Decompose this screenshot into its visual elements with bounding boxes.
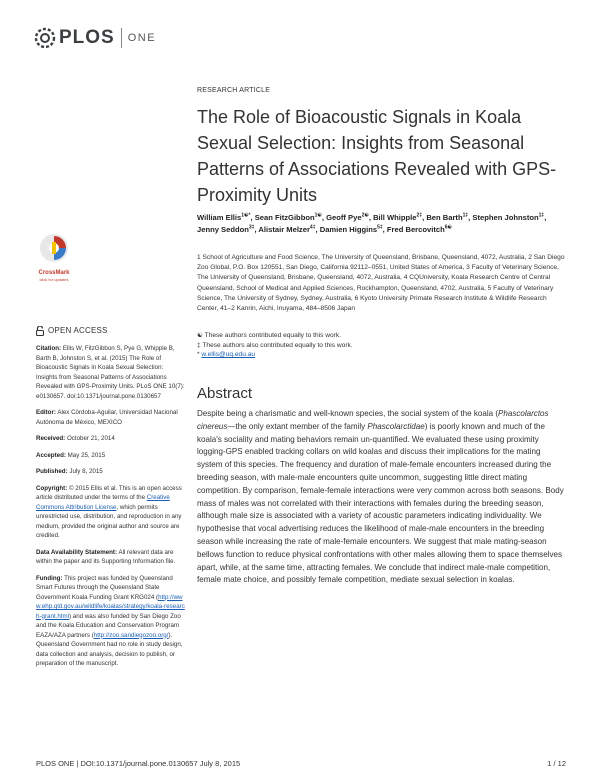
author-name: Geoff Pye: [326, 213, 362, 222]
author-affiliation-marker: 2‡: [416, 212, 423, 219]
accepted: Accepted: May 25, 2015: [36, 451, 106, 459]
email-link[interactable]: w.ellis@uq.edu.au: [201, 351, 256, 358]
author-name: Ben Barth: [426, 213, 463, 222]
footer-citation: PLOS ONE | DOI:10.1371/journal.pone.0130657 July 8, 2015: [36, 759, 241, 768]
data-availability: Data Availability Statement: All relevant data are within the paper and its Supporting Information file.: [36, 548, 176, 565]
note-also: ‡ These authors also contributed equally to this work.: [197, 341, 353, 349]
corresponding-author: * w.ellis@uq.edu.au: [197, 351, 256, 358]
author-list: William Ellis$^{1☯*}$, Sean FitzGibbon$^{1☯}$, Geoff Pye$^{2☯}$, Bill Whipple$^{2\ddagger}$, Ben Barth$^{1\ddagger}$, Stephen Johnston$^{1\ddagger}$, Jenny Seddon$^{3\ddagger}$, Alistair Melzer$^{4\ddagger}$, Damien Higgins$^{5\ddagger}$, Fred Bercovitch$^{6☯}$: [197, 212, 547, 234]
open-lock-icon: [36, 326, 44, 336]
author-affiliation-marker: 1‡: [538, 212, 545, 219]
author-affiliation-marker: 5‡: [377, 223, 383, 230]
author-affiliation-marker: 1☯: [314, 212, 322, 219]
author-name: Fred Bercovitch: [386, 224, 445, 234]
author-notes: [197, 331, 567, 360]
journal-name: ONE: [127, 32, 157, 44]
author-name: Stephen Johnston: [472, 213, 539, 222]
open-access-label: OPEN ACCESS: [48, 326, 108, 336]
crossmark-badge[interactable]: [33, 233, 75, 282]
brand-name: PLOS: [59, 27, 115, 48]
article-title: The Role of Bioacoustic Signals in Koala Sexual Selection: Insights from Seasonal Patterns of Associations Revealed with GPS-Proximity Units: [197, 107, 557, 205]
author-name: Damien Higgins: [319, 224, 378, 234]
citation: Citation: Ellis W, FitzGibbon S, Pye G, Whipple B, Barth B, Johnston S, et al. (2015) The Role of Bioacoustic Signals in Koala Sexual Selection: Insights from Seasonal Patterns of Associations Revealed with GPS-Proximity Units. PLoS ONE 10(7): e0130657. doi:10.1371/journal.pone.0130657: [36, 345, 185, 400]
license-link[interactable]: Creative Commons Attribution License: [36, 494, 170, 511]
logo-divider: [121, 28, 122, 48]
author-name: Bill Whipple: [373, 213, 417, 222]
author-name: Sean FitzGibbon: [254, 213, 315, 222]
article-type-label: RESEARCH ARTICLE: [197, 87, 271, 94]
left-sidebar: [36, 326, 186, 676]
author-affiliation-marker: 4‡: [309, 223, 316, 230]
funding: Funding: This project was funded by Queensland Smart Futures through the Queensland State Government Koala Funding Grant KRG024 (http://www.ehp.qld.gov.au/wildlife/koalas/strategy/koala-research-grant.html) and was also funded by San Diego Zoo and the Koala Education and Conservation Program EAZA/AZA partners (http://zoo.sandiegozoo.org/). Queensland Government had no role in study design, data collection and analysis, decision to publish, or preparation of the manuscript.: [36, 574, 185, 667]
note-equal: ☯ These authors contributed equally to this work.: [197, 332, 341, 339]
author-affiliation-marker: 3‡: [248, 223, 255, 230]
funding-link-1[interactable]: http://www.ehp.qld.gov.au/wildlife/koalas/strategy/koala-research-grant.html: [36, 593, 185, 620]
author-affiliation-marker: 6☯: [444, 223, 452, 230]
page-footer: [36, 759, 566, 768]
funding-link-2[interactable]: http://zoo.sandiegozoo.org/: [93, 631, 169, 639]
crossmark-icon: [33, 233, 75, 265]
copyright: Copyright: © 2015 Ellis et al. This is an open access article distributed under the terms of the Creative Commons Attribution License, which permits unrestricted use, distribution, and reproduction in any medium, provided the original author and source are credited.: [36, 484, 182, 539]
author-name: William Ellis: [197, 213, 242, 222]
abstract-heading: Abstract: [197, 385, 253, 402]
author-affiliation-marker: 1‡: [462, 212, 469, 219]
plos-one-logo[interactable]: [34, 26, 156, 50]
open-access: [36, 326, 186, 336]
author-name: Alistair Melzer: [258, 224, 310, 234]
plos-mark-icon: [34, 27, 56, 49]
affiliations: 1 School of Agriculture and Food Science, The University of Queensland, Brisbane, Queensland, 4072, Australia, 2 San Diego Zoo Global, P.O. Box 120551, San Diego, California 92112–0551, United States of America, 3 Faculty of Veterinary Science, The University of Queensland, Brisbane, Queensland, 4072, Australia, 4 CQUniversity, Koala Research Centre of Central Queensland, School of Medical and Applied Sciences, Rockhampton, Queensland, 4702, Australia, 5 Faculty of Veterinary Science, The University of Sydney, Sydney, Australia, 6 Kyoto University Primate Research Institute & Wildlife Research Center, 41–2 Kanrin, Aichi, Inuyama, 484–8506 Japan: [197, 254, 565, 313]
crossmark-label: CrossMark: [38, 270, 70, 276]
editor: Editor: Alex Córdoba-Aguilar, Universidad Nacional Autónoma de México, MEXICO: [36, 409, 178, 426]
received: Received: October 21, 2014: [36, 435, 115, 442]
page-number: 1 / 12: [547, 759, 566, 768]
author-affiliation-marker: 2☯: [361, 212, 369, 219]
author-affiliation-marker: 1☯*: [241, 212, 251, 219]
published: Published: July 8, 2015: [36, 468, 103, 475]
author-name: Jenny Seddon: [197, 224, 249, 234]
crossmark-sub: click for updates: [39, 277, 69, 282]
abstract-body: Despite being a charismatic and well-known species, the social system of the koala (Phascolarctos cinereus—the only extant member of the family Phascolarctidae) is poorly known and much of the koala's sociality and mating behaviors remain un-quantified. We evaluated these using proximity logging-GPS enabled tracking collars on wild koalas and discuss their implications for the mating system of this species. The frequency and duration of male-female encounters increased during the breeding season, with male-male encounters quite uncommon, suggesting little direct mating competition. By comparison, female-female interactions were very common across both seasons. Body mass of males was not correlated with their interactions with females during the breeding season, although male size is associated with a variety of acoustic parameters indicating individuality. We hypothesise that vocal advertising reduces the likelihood of male-male encounters in the breeding season while increasing the rate of male-female encounters. We suggest that male mating-season bellows function to reduce physical confrontations with other males allowing them to space themselves apart, while, at the same time, attracting females. We conclude that indirect male-male competition, female mate choice, and possibly female competition, mediate sexual selection in koalas.: [197, 409, 564, 585]
